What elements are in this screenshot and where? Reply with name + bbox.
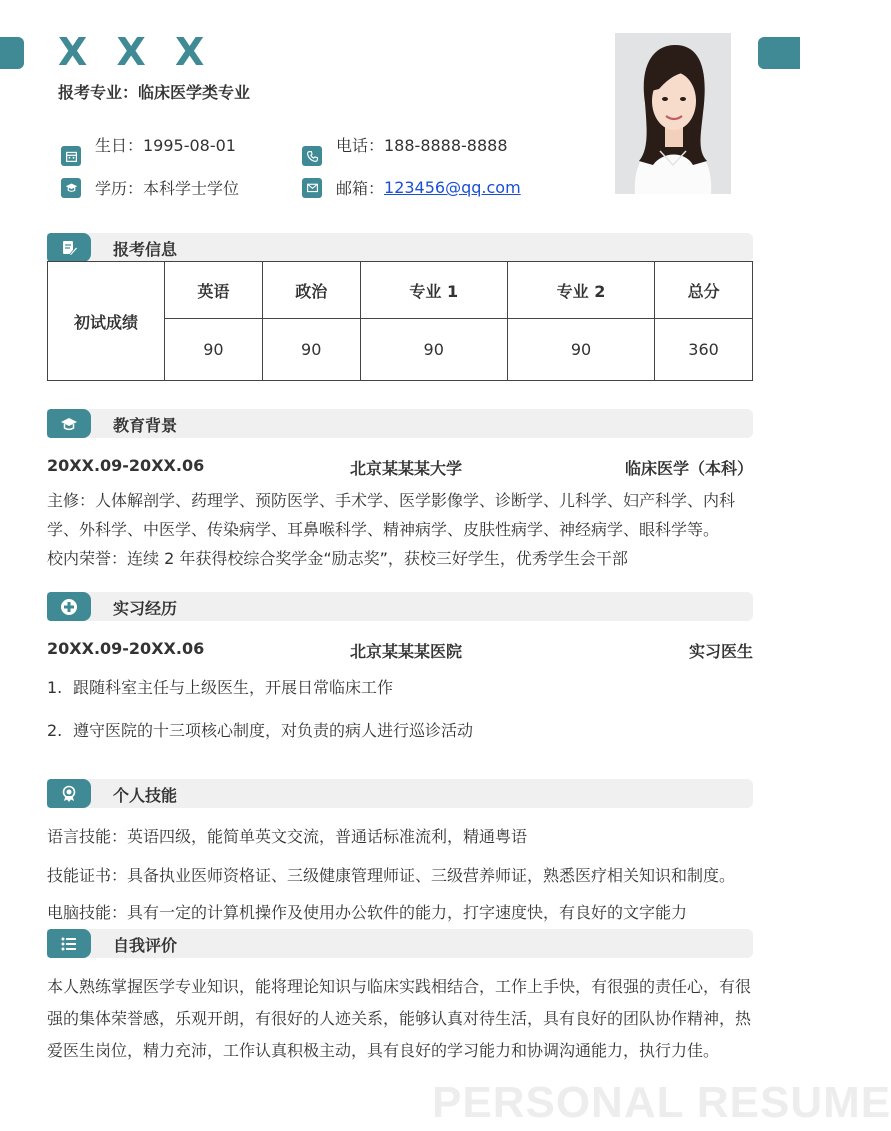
watermark-text: PERSONAL RESUME xyxy=(432,1078,891,1127)
score-header-english: 英语 xyxy=(165,262,263,319)
score-politics: 90 xyxy=(262,319,360,381)
section-self-evaluation xyxy=(47,929,753,958)
skill-computer: 电脑技能：具有一定的计算机操作及使用办公软件的能力，打字速度快，有良好的文字能力 xyxy=(47,903,688,922)
internship-entry-head xyxy=(47,639,753,662)
internship-period: 20XX.09-20XX.06 xyxy=(47,639,205,658)
education-period: 20XX.09-20XX.06 xyxy=(47,456,205,475)
score-header-major2: 专业 2 xyxy=(507,262,654,319)
education-courses: 主修：人体解剖学、药理学、预防医学、手术学、医学影像学、诊断学、儿科学、妇产科学、内科学、外科学、中医学、传染病学、耳鼻喉科学、精神病学、皮肤性病学、神经病学、眼科学等。 xyxy=(47,491,736,539)
birthday-text: 生日：1995-08-01 xyxy=(95,135,236,155)
portrait-illustration xyxy=(615,33,731,194)
score-header-politics: 政治 xyxy=(262,262,360,319)
list-item: 2. 遵守医院的十三项核心制度，对负责的病人进行巡诊活动 xyxy=(47,721,474,740)
list-item: 1. 跟随科室主任与上级医生，开展日常临床工作 xyxy=(47,678,394,697)
score-english: 90 xyxy=(165,319,263,381)
score-row-label: 初试成绩 xyxy=(48,262,165,381)
score-table xyxy=(47,261,753,381)
education-degree: 临床医学（本科） xyxy=(624,459,753,478)
edit-document-icon xyxy=(47,233,91,262)
list-icon xyxy=(47,929,91,958)
email-label: 邮箱： xyxy=(336,179,385,198)
self-evaluation-text: 本人熟练掌握医学专业知识，能将理论知识与临床实践相结合，工作上手快，有很强的责任心，有很强的集体荣誉感，乐观开朗，有很好的人迹关系，能够认真对待生活，具有良好的团队协作精神，热爱医生岗位，精力充沛，工作认真积极主动，具有良好的学习能力和协调沟通能力，执行力佳。 xyxy=(47,977,752,1060)
section-title: 自我评价 xyxy=(113,936,178,955)
section-title: 报考信息 xyxy=(113,240,178,259)
medical-cross-icon xyxy=(47,592,91,621)
skill-language: 语言技能：英语四级，能简单英文交流，普通话标准流利，精通粤语 xyxy=(47,827,528,846)
score-major2: 90 xyxy=(507,319,654,381)
education-honors: 校内荣誉：连续 2 年获得校综合奖学金“励志奖”，获校三好学生，优秀学生会干部 xyxy=(47,549,628,568)
section-title: 实习经历 xyxy=(113,599,178,618)
calendar-icon xyxy=(61,146,81,166)
score-major1: 90 xyxy=(360,319,507,381)
email-link[interactable]: 123456@qq.com xyxy=(384,178,521,197)
section-exam-info xyxy=(47,233,753,262)
section-title: 个人技能 xyxy=(113,786,178,805)
candidate-name: X X X xyxy=(58,30,213,74)
education-row xyxy=(61,176,239,199)
phone-row xyxy=(302,122,508,166)
score-header-major1: 专业 1 xyxy=(360,262,507,319)
section-skills xyxy=(47,779,753,808)
score-total: 360 xyxy=(655,319,753,381)
graduation-cap-icon xyxy=(47,409,91,438)
birthday-row xyxy=(61,122,236,166)
target-major: 报考专业：临床医学类专业 xyxy=(58,83,251,102)
email-row xyxy=(302,176,521,199)
graduation-cap-icon xyxy=(61,178,81,198)
phone-text: 电话：188-8888-8888 xyxy=(336,135,508,155)
decor-tab-right xyxy=(758,37,800,69)
internship-place: 北京某某某医院 xyxy=(350,642,463,661)
education-text: 学历：本科学士学位 xyxy=(95,179,240,198)
phone-icon xyxy=(302,146,322,166)
section-title: 教育背景 xyxy=(113,416,178,435)
mail-icon xyxy=(302,178,322,198)
education-school: 北京某某某大学 xyxy=(350,459,463,478)
skill-certificates: 技能证书：具备执业医师资格证、三级健康管理师证、三级营养师证，熟悉医疗相关知识和制度。 xyxy=(47,866,736,885)
education-entry-head xyxy=(47,456,753,479)
award-badge-icon xyxy=(47,779,91,808)
section-internship xyxy=(47,592,753,621)
decor-tab-left xyxy=(0,37,24,69)
profile-photo xyxy=(615,33,731,194)
score-header-total: 总分 xyxy=(655,262,753,319)
section-education xyxy=(47,409,753,438)
internship-role: 实习医生 xyxy=(688,642,753,661)
